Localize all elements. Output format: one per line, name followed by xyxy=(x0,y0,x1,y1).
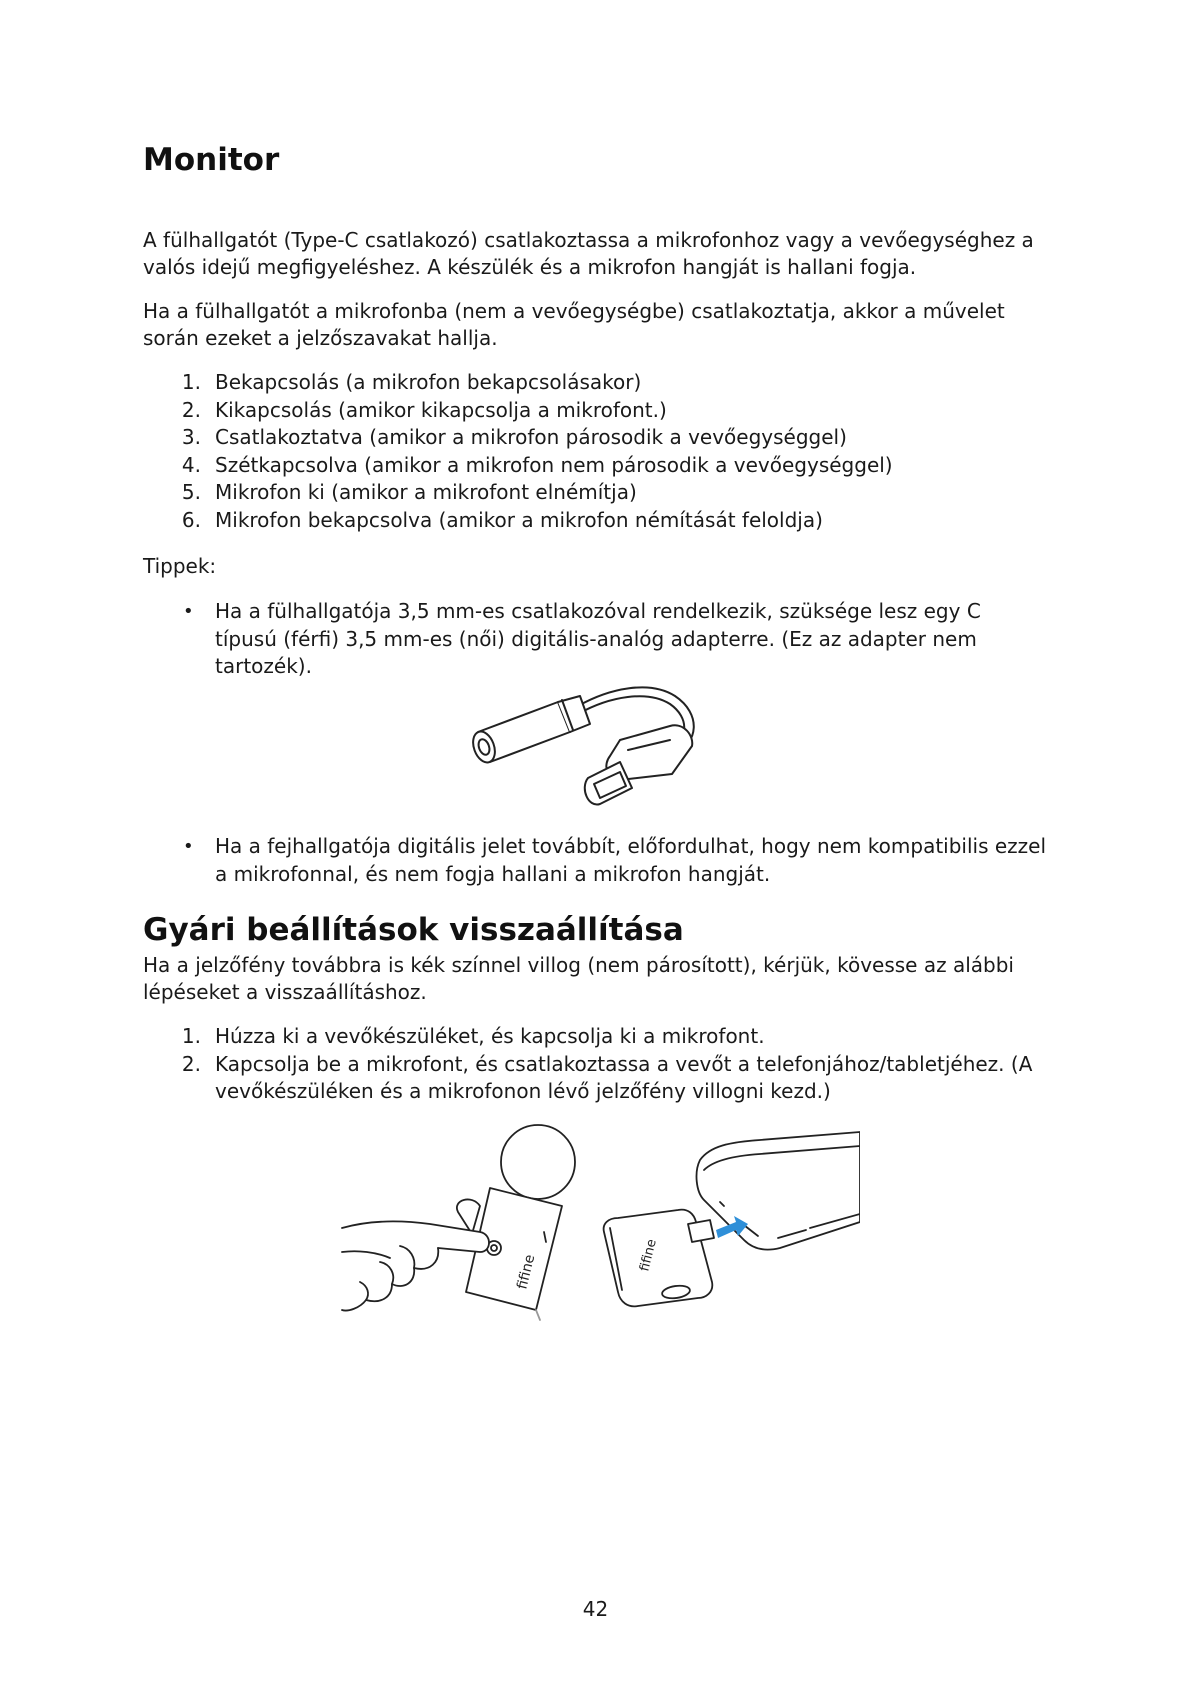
monitor-paragraph-1: A fülhallgatót (Type-C csatlakozó) csatlakoztassa a mikrofonhoz vagy a vevőegységhez a valós idejű megfigyeléshez. A készülék és a mikrofon hangját is hallani fogja. xyxy=(143,228,1034,279)
microphone-brand-label: fifine xyxy=(514,1253,539,1291)
usb-c-adapter-illustration xyxy=(470,670,730,820)
tips-list-1 xyxy=(143,598,1048,681)
list-item: 1. Húzza ki a vevőkészüléket, és kapcsolja ki a mikrofont. xyxy=(181,1024,765,1048)
tips-list-2 xyxy=(143,833,1048,888)
bullet: • xyxy=(183,601,194,622)
page-number: 42 xyxy=(582,1597,609,1621)
list-item: 2. Kapcsolja be a mikrofont, és csatlakoztassa a vevőt a telefonjához/tabletjéhez. (A vevőkészüléken és a mikrofonon lévő jelzőfény villogni kezd.) xyxy=(181,1051,1033,1103)
receiver-brand-label: fifine xyxy=(637,1237,660,1273)
list-item: 6. Mikrofon bekapcsolva (amikor a mikrofon némítását feloldja) xyxy=(181,507,823,532)
list-item: 1. Bekapcsolás (a mikrofon bekapcsolásakor) xyxy=(181,370,642,394)
prompt-words-list xyxy=(143,369,1048,534)
bullet: • xyxy=(183,836,194,857)
list-item: 5. Mikrofon ki (amikor a mikrofont elnémítja) xyxy=(181,480,637,504)
tips-label: Tippek: xyxy=(143,554,217,578)
reset-steps-list xyxy=(143,1023,1048,1106)
list-item: • Ha a fejhallgatója digitális jelet továbbít, előfordulhat, hogy nem kompatibilis ezzel a mikrofonnal, és nem fogja hallani a mikrofon hangját. xyxy=(183,834,1047,886)
list-item: 3. Csatlakoztatva (amikor a mikrofon párosodik a vevőegységgel) xyxy=(181,425,847,449)
reset-paragraph-1: Ha a jelzőfény továbbra is kék színnel villog (nem párosított), kérjük, kövesse az alábbi lépéseket a visszaállításhoz. xyxy=(143,953,1014,1004)
list-item: • Ha a fülhallgatója 3,5 mm-es csatlakozóval rendelkezik, szüksége lesz egy C típusú (férfi) 3,5 mm-es (női) digitális-analóg adapterre. (Ez az adapter nem tartozék). xyxy=(183,599,981,678)
list-item: 4. Szétkapcsolva (amikor a mikrofon nem párosodik a vevőegységgel) xyxy=(181,452,893,477)
list-item: 2. Kikapcsolás (amikor kikapcsolja a mikrofont.) xyxy=(181,397,667,422)
monitor-paragraph-2: Ha a fülhallgatót a mikrofonba (nem a vevőegységbe) csatlakoztatja, akkor a művelet során ezeket a jelzőszavakat hallja. xyxy=(143,299,1005,350)
reset-procedure-illustration xyxy=(340,1122,860,1332)
section-title-factory-reset: Gyári beállítások visszaállítása xyxy=(143,912,684,948)
section-title-monitor: Monitor xyxy=(143,142,280,178)
